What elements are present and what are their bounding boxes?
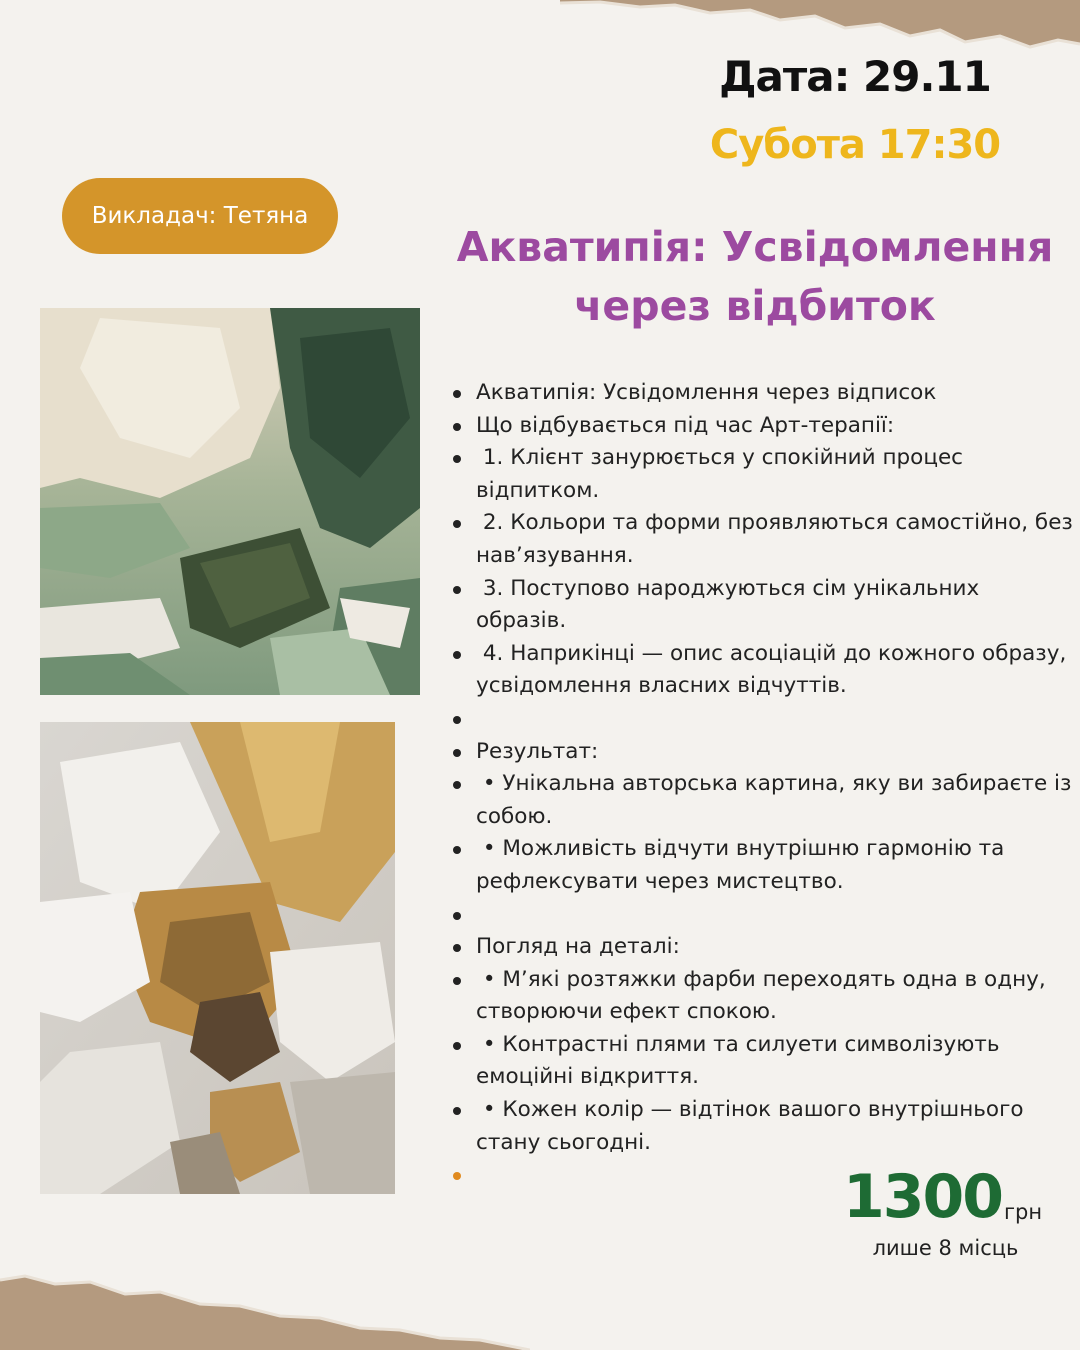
price-amount: 1300 (843, 1162, 1002, 1232)
list-item: 1. Клієнт занурюється у спокійний процес відпитком. (453, 442, 1073, 507)
list-item: Результат: (453, 736, 1073, 769)
list-item: 4. Наприкінці — опис асоціацій до кожного образу, усвідомлення власних відчуттів. (453, 638, 1073, 703)
seats-note: лише 8 місць (872, 1236, 1019, 1260)
event-day-time: Субота 17:30 (709, 122, 1001, 168)
teacher-badge: Викладач: Тетяна (62, 178, 338, 254)
torn-paper-bottom-decoration (0, 1272, 530, 1350)
list-item: • М’які розтяжки фарби переходять одна в одну, створюючи ефект спокою. (453, 964, 1073, 1029)
list-item: • Кожен колір — відтінок вашого внутрішнього стану сьогодні. (453, 1094, 1073, 1159)
list-item: 2. Кольори та форми проявляються самостійно, без нав’язування. (453, 507, 1073, 572)
list-item: Погляд на деталі: (453, 931, 1073, 964)
list-item: Акватипія: Усвідомлення через відписок (453, 377, 1073, 410)
list-item: Що відбувається під час Арт-терапії: (453, 410, 1073, 443)
list-item: 3. Поступово народжуються сім унікальних образів. (453, 573, 1073, 638)
list-item (453, 703, 1073, 736)
list-item: • Можливість відчути внутрішню гармонію та рефлексувати через мистецтво. (453, 833, 1073, 898)
torn-paper-top-decoration (560, 0, 1080, 60)
green-painting-image (40, 308, 420, 695)
event-date: Дата: 29.11 (719, 52, 991, 101)
list-item: • Контрастні плями та силуети символізують емоційні відкриття. (453, 1029, 1073, 1094)
event-title: Акватипія: Усвідомлення через відбиток (456, 223, 1054, 330)
details-list (453, 377, 1080, 1192)
list-item: • Унікальна авторська картина, яку ви забираєте із собою. (453, 768, 1073, 833)
list-item (453, 899, 1073, 932)
price-currency: грн (1004, 1200, 1043, 1224)
gold-painting-image (40, 722, 395, 1194)
